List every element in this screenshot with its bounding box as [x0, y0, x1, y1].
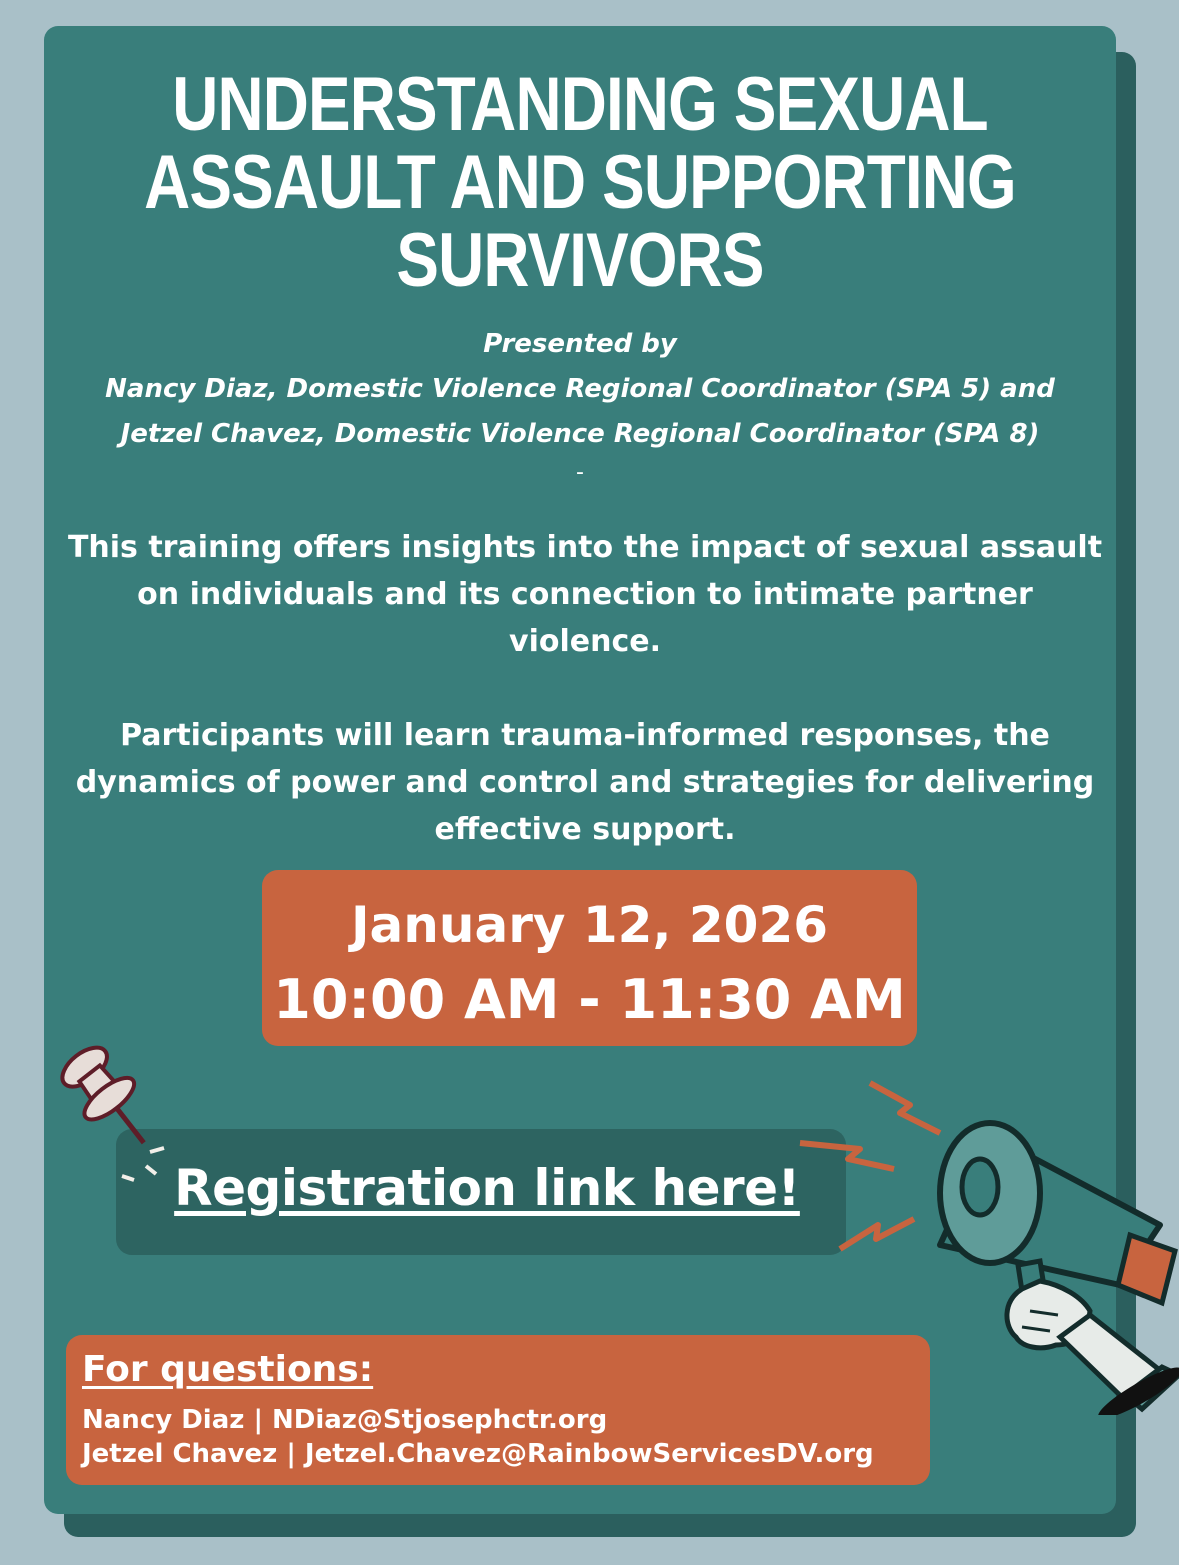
event-date: January 12, 2026 — [350, 896, 829, 954]
contact-line-1: Nancy Diaz | NDiaz@Stjosephctr.org — [82, 1405, 608, 1435]
description-paragraph-2: Participants will learn trauma-informed responses, the dynamics of power and control and strategies for delivering effective support. — [75, 718, 1095, 847]
event-time: 10:00 AM - 11:30 AM — [273, 968, 906, 1031]
title-line-1: UNDERSTANDING SEXUAL — [172, 62, 988, 147]
presenters-block — [44, 322, 1116, 457]
presenter-line-2: Jetzel Chavez, Domestic Violence Regional Coordinator (SPA 8) — [120, 419, 1040, 449]
title-line-2: ASSAULT AND SUPPORTING — [144, 140, 1016, 225]
description-paragraph-1: This training offers insights into the impact of sexual assault on individuals and its connection to intimate partner violence. — [67, 530, 1103, 659]
megaphone-icon — [790, 1075, 1179, 1415]
registration-link[interactable]: Registration link here! — [174, 1159, 800, 1217]
presented-by-heading: Presented by — [483, 329, 677, 359]
separator-dash: - — [576, 460, 584, 485]
title-line-3: SURVIVORS — [396, 218, 764, 303]
contact-line-2: Jetzel Chavez | Jetzel.Chavez@RainbowServicesDV.org — [82, 1439, 874, 1469]
flyer-title — [93, 62, 1067, 303]
presenter-line-1: Nancy Diaz, Domestic Violence Regional Coordinator (SPA 5) and — [105, 374, 1055, 404]
registration-box — [116, 1129, 846, 1255]
event-datetime-box — [262, 870, 917, 1046]
contact-heading: For questions: — [82, 1349, 374, 1390]
push-pin-icon — [52, 1034, 182, 1184]
